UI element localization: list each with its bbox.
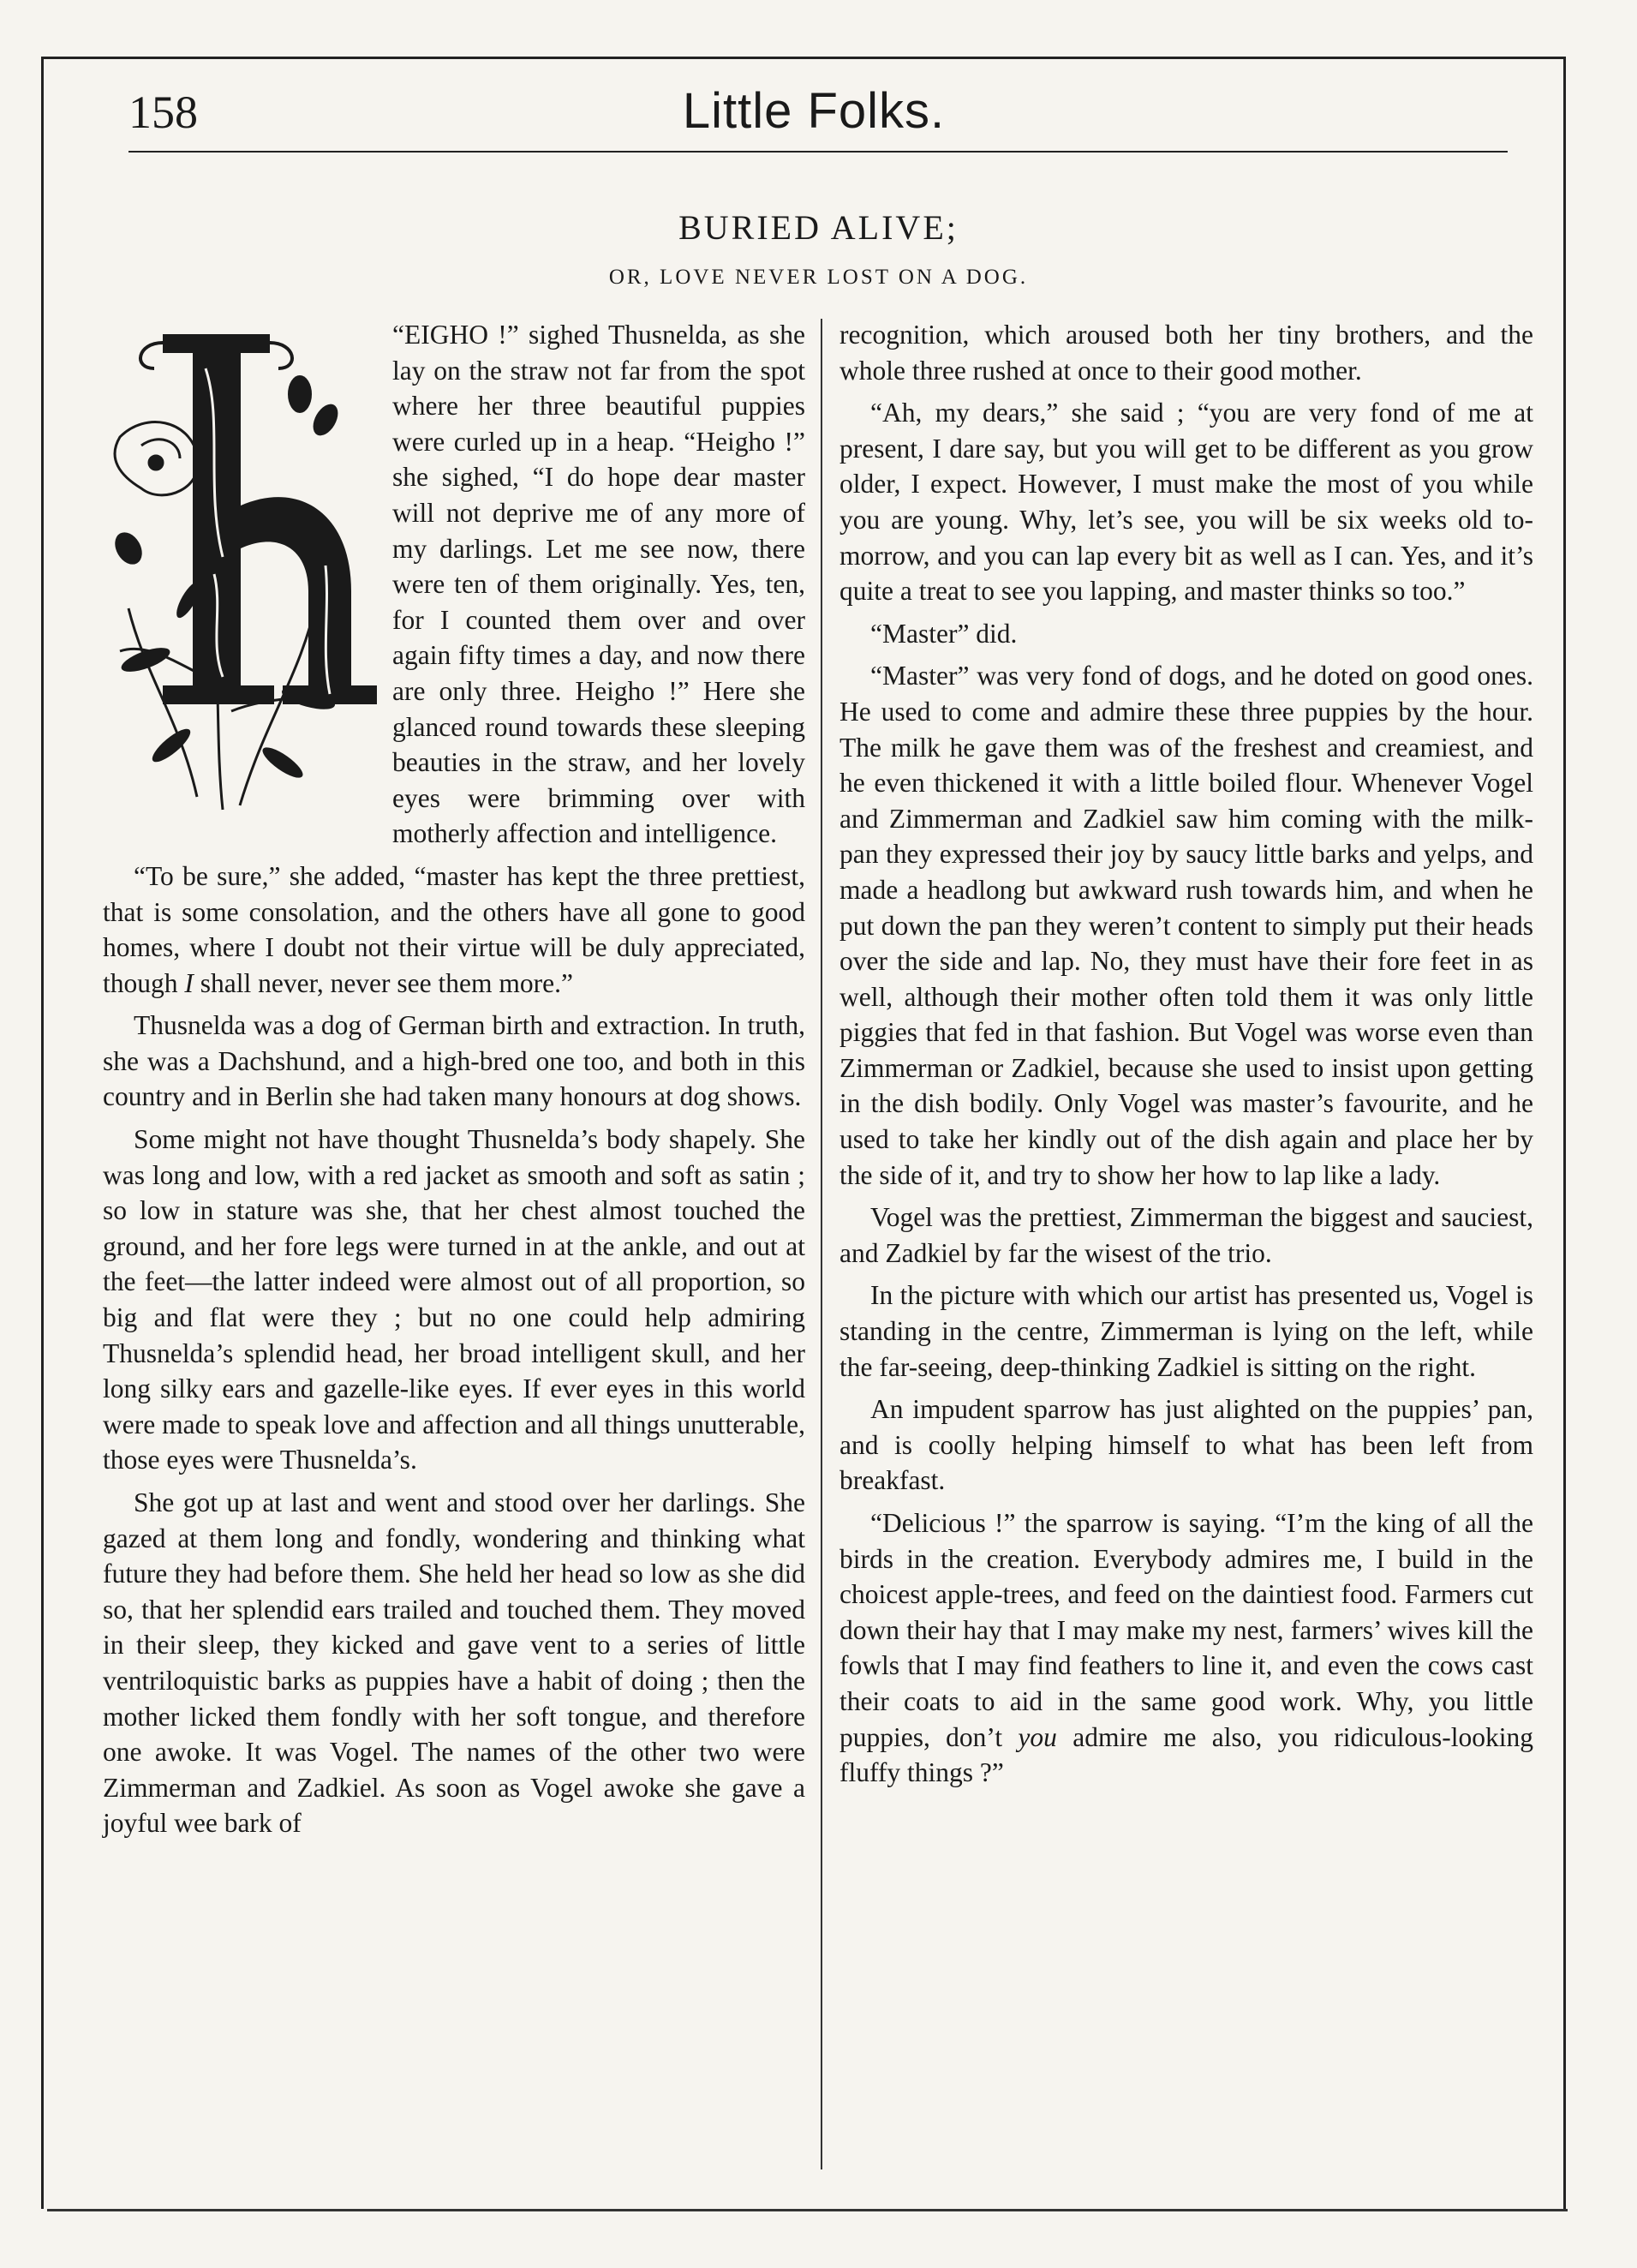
paragraph-9: “Master” was very fond of dogs, and he doted on good ones. He used to come and admire these three puppies by the hour. The milk he gave them was of the freshest and creamiest, and he even thickened it with a little boiled flour. Whenever Vogel and Zimmerman and Zadkiel saw him coming with the milk-pan they expressed their joy by saucy little barks and yelps, and made a headlong but awkward rush towards him, and when he put down the pan they weren’t content to simply put their heads over the side and lap. No, they must have their fore feet in as well, although their mother often told them it was only little piggies that fed in that fashion. But Vogel was worse even than Zimmerman or Zadkiel, because she used to insist upon getting in the dish bodily. Only Vogel was master’s favourite, and he used to take her kindly out of the dish again and place her by the side of it, and try to show her how to lap like a lady.	[839, 661, 1533, 1190]
page-header	[128, 83, 1499, 154]
paragraph-7: “Ah, my dears,” she said ; “you are very fond of me at present, I dare say, but you will get to be different as you grow older, I expect. However, I must make the most of you while you are young. Why, let’s see, you will be six weeks old to-morrow, and you can lap every bit as well as I can. Yes, and it’s quite a treat to see you lapping, and master thinks so too.”	[839, 398, 1533, 607]
paragraph-8: “Master” did.	[870, 618, 1018, 649]
article-title: BURIED ALIVE;	[678, 208, 959, 247]
paragraph-13-emphasis: you	[1018, 1721, 1057, 1752]
running-title: Little Folks.	[682, 83, 946, 139]
right-column	[839, 317, 1533, 1798]
paragraph-6: recognition, which aroused both her tiny brothers, and the whole three rushed at once to their good mother.	[839, 320, 1533, 386]
paragraph-1: “EIGHO !” sighed Thusnelda, as she lay on the straw not far from the spot where her three beautiful puppies were curled up in a heap. “Heigho !” she sighed, “I do hope dear master will not deprive me of any more of my darlings. Let me see now, there were ten of them originally. Yes, ten, for I counted them over and over again fifty times a day, and now there are only three. Heigho !” Here she glanced round towards these sleeping beauties in the straw, and her lovely eyes were brimming over with motherly affection and intelligence.	[392, 320, 805, 849]
paragraph-10: Vogel was the prettiest, Zimmerman the biggest and sauciest, and Zadkiel by far the wisest of the trio.	[839, 1202, 1533, 1268]
header-rule	[128, 151, 1508, 153]
paragraph-2-text-a: “To be sure,” she added, “master has kept the three prettiest, that is some consolation, and the others have all gone to good homes, where I doubt not their virtue will be duly appreciated, though	[103, 860, 805, 998]
left-column	[103, 317, 805, 1848]
bottom-rule	[47, 2209, 1568, 2211]
article-subtitle: OR, LOVE NEVER LOST ON A DOG.	[608, 266, 1029, 289]
paragraph-3: Thusnelda was a dog of German birth and extraction. In truth, she was a Dachshund, and a high-bred one too, and both in this country and in Berlin she had taken many honours at dog shows.	[103, 1010, 805, 1112]
paragraph-2	[103, 859, 805, 1001]
paragraph-2-text-b: shall never, never see them more.”	[193, 967, 573, 998]
paragraph-11: In the picture with which our artist has presented us, Vogel is standing in the centre, Zimmerman is lying on the left, while the far-seeing, deep-thinking Zadkiel is sitting on the right.	[839, 1280, 1533, 1382]
paragraph-4: Some might not have thought Thusnelda’s body shapely. She was long and low, with a red jacket as smooth and soft as satin ; so low in stature was she, that her chest almost touched the ground, and her fore legs were turned in at the ankle, and out at the feet—the latter indeed were almost out of all proportion, so big and flat were they ; but no one could help admiring Thusnelda’s splendid head, her broad intelligent skull, and her long silky ears and gazelle-like eyes. If ever eyes in this world were made to speak love and affection and all things unutterable, those eyes were Thusnelda’s.	[103, 1124, 805, 1475]
paragraph-13-text-b: admire me also, you ridiculous-looking fluffy things ?”	[839, 1721, 1533, 1788]
paragraph-13-text-a: “Delicious !” the sparrow is saying. “I’m the king of all the birds in the creation. Everybody admires me, I build in the choicest apple-trees, and feed on the daintiest food. Farmers cut down their hay that I may make my nest, farmers’ wives kill the fowls that I may find feathers to line it, and even the cows cast their coats to aid in the same good work. Why, you little puppies, don’t	[839, 1508, 1533, 1752]
page-number: 158	[128, 87, 198, 138]
paragraph-5: She got up at last and went and stood over her darlings. She gazed at them long and fondly, wondering and thinking what future they had before them. She held her head so low as she did so, that her splendid ears trailed and touched them. They moved in their sleep, they kicked and gave vent to a series of little ventriloquistic barks as puppies have a habit of doing ; then the mother licked them fondly with her soft tongue, and therefore one awoke. It was Vogel. The names of the other two were Zimmerman and Zadkiel. As soon as Vogel awoke she gave a joyful wee bark of	[103, 1487, 805, 1839]
drop-cap	[94, 317, 377, 814]
column-divider	[821, 319, 822, 2169]
drop-cap-illustration	[94, 317, 377, 814]
paragraph-13	[839, 1505, 1533, 1791]
paragraph-12: An impudent sparrow has just alighted on the puppies’ pan, and is coolly helping himself to what has been left from breakfast.	[839, 1394, 1533, 1496]
paragraph-2-emphasis: I	[184, 967, 194, 998]
